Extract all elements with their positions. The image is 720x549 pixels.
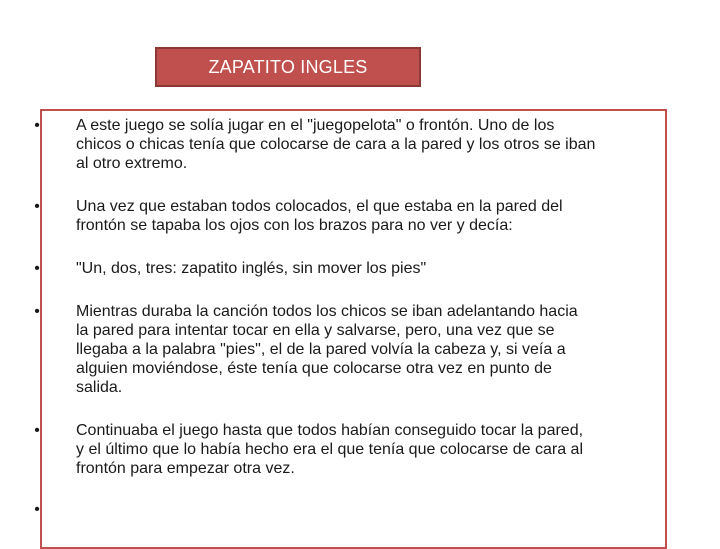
bullet-icon: • <box>34 501 40 518</box>
bullet-icon: • <box>34 422 40 439</box>
bullet-text: A este juego se solía jugar en el "juegopelota" o frontón. Uno de los chicos o chicas tenía que colocarse de cara a la pared y los otros se iban al otro extremo. <box>76 117 596 172</box>
bullet-text: "Un, dos, tres: zapatito inglés, sin mover los pies" <box>76 260 427 277</box>
slide-title: ZAPATITO INGLES <box>208 56 368 77</box>
bullet-text: Continuaba el juego hasta que todos habían conseguido tocar la pared, y el último que lo había hecho era el que tenía que colocarse de cara al frontón para empezar otra vez. <box>76 422 584 477</box>
bullet-icon: • <box>34 117 40 134</box>
bullet-text: Una vez que estaban todos colocados, el que estaba en la pared del frontón se tapaba los ojos con los brazos para no ver y decía: <box>76 198 563 234</box>
bullet-icon: • <box>34 198 40 215</box>
bullet-icon: • <box>34 260 40 277</box>
bullet-item <box>30 302 662 397</box>
bullet-list <box>30 116 662 518</box>
bullet-text: Mientras duraba la canción todos los chicos se iban adelantando hacia la pared para intentar tocar en ella y salvarse, pero, una vez que se llegaba a la palabra "pies", el de la pared volvía la cabeza y, si veía a alguien moviéndose, éste tenía que colocarse otra vez en punto de salida. <box>76 303 578 396</box>
bullet-item <box>30 421 662 478</box>
bullet-icon: • <box>34 303 40 320</box>
bullet-item <box>30 116 662 173</box>
bullet-item <box>30 197 662 235</box>
bullet-item <box>30 259 662 278</box>
slide-title-box <box>155 47 421 87</box>
